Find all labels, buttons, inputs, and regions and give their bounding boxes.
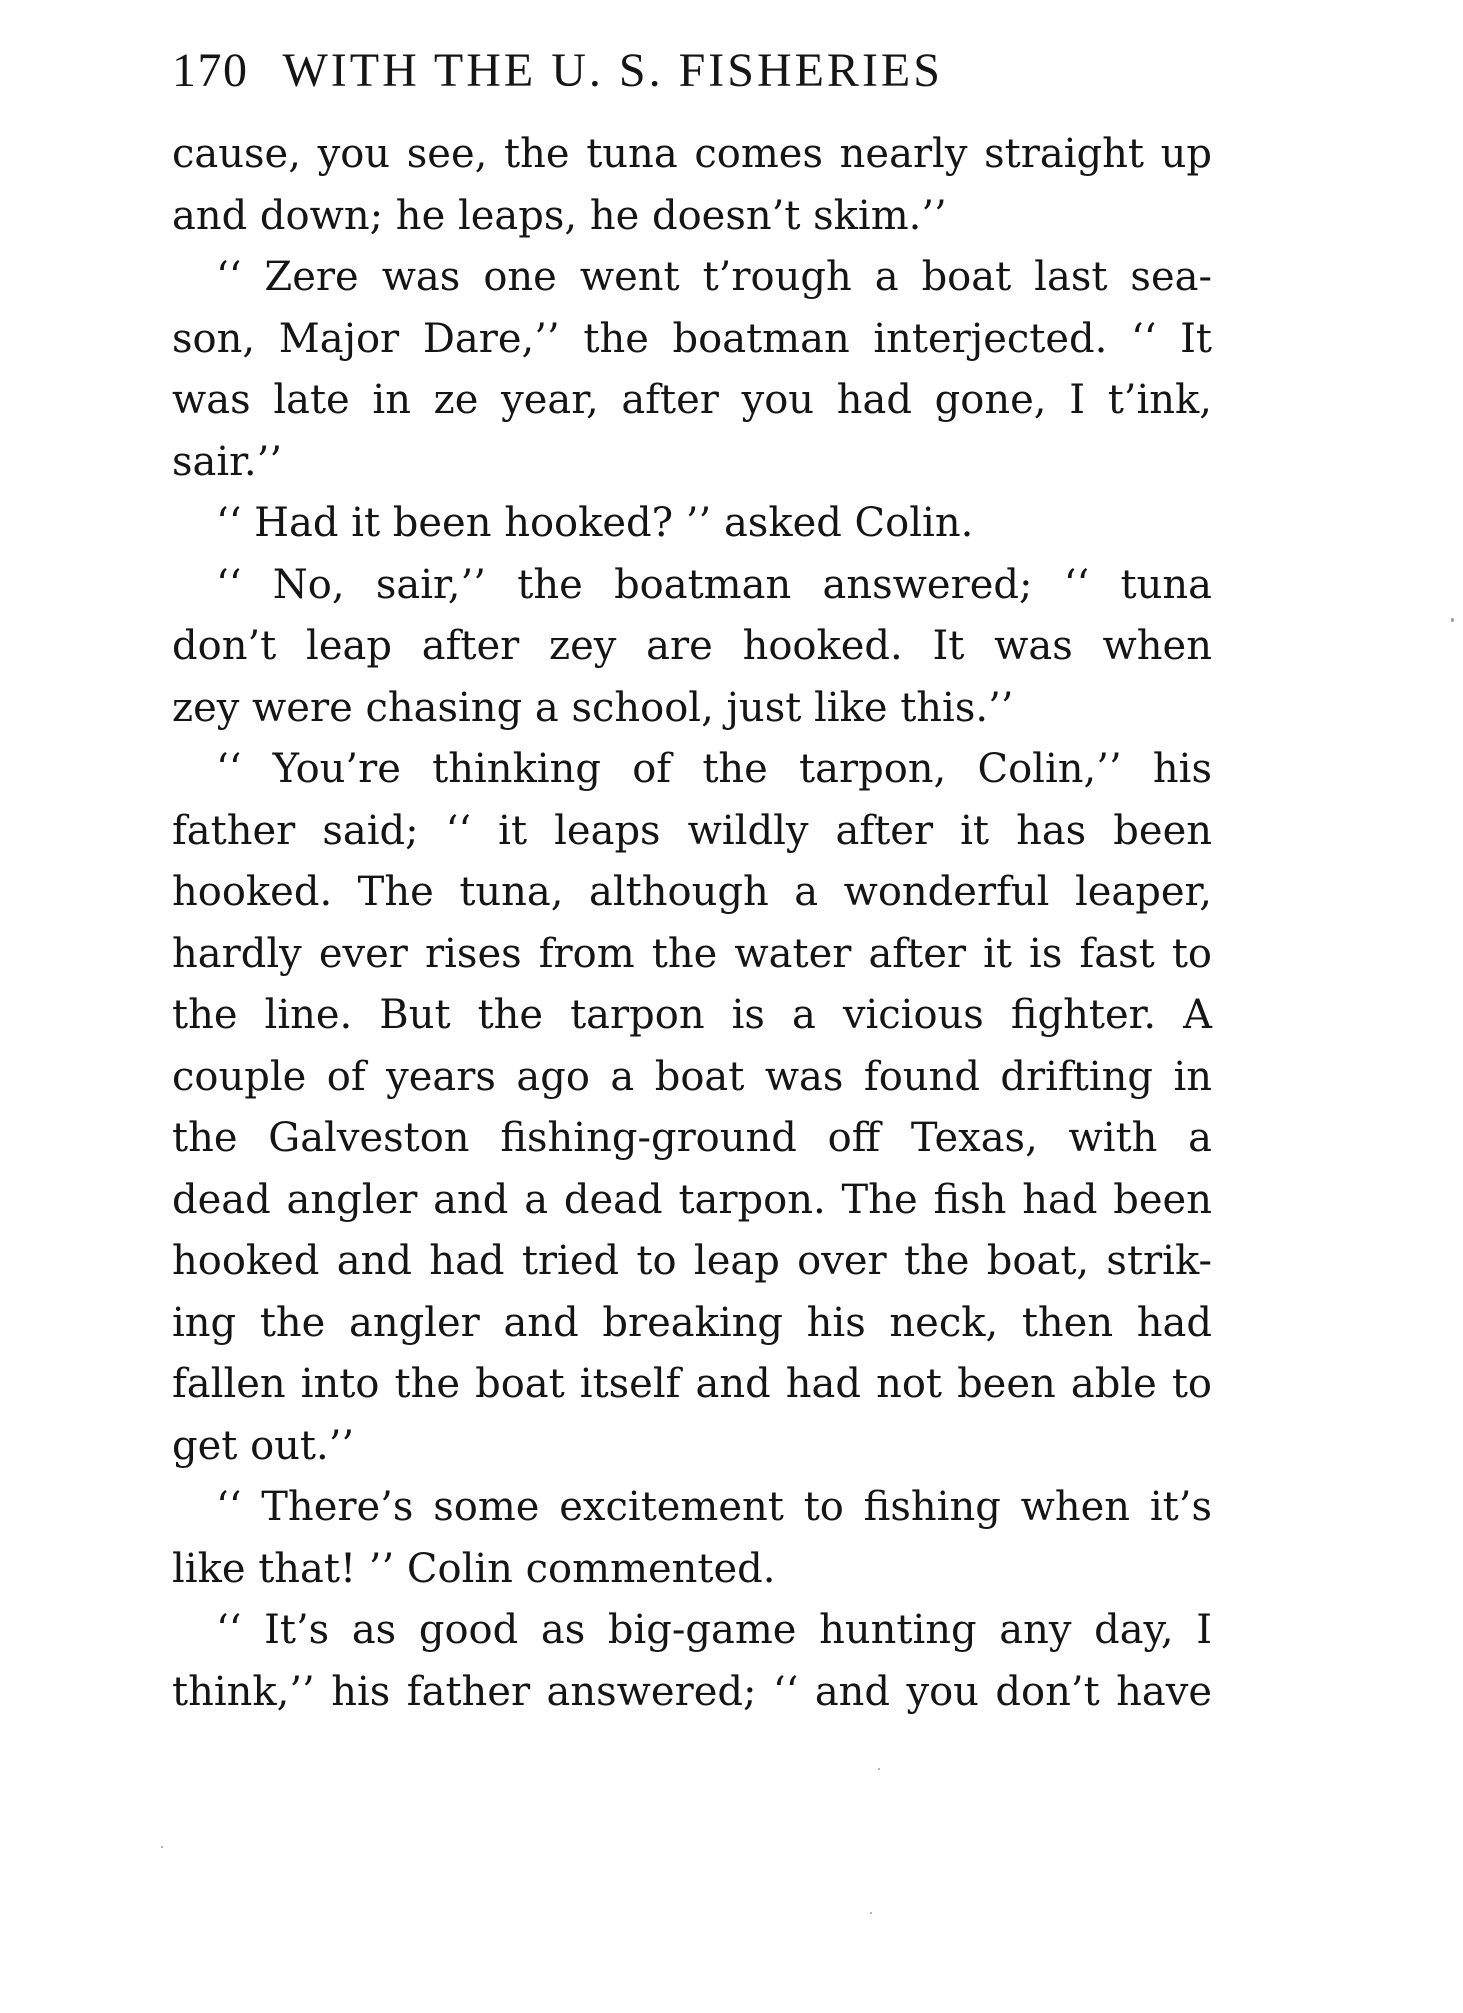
text-line: ‘‘ Zere was one went t’rough a boat last sea- bbox=[216, 254, 1212, 300]
text-line: the Galveston fishing-ground off Texas, with a bbox=[172, 1115, 1212, 1161]
page-number: 170 bbox=[172, 44, 249, 97]
text-line: ing the angler and breaking his neck, then had bbox=[172, 1299, 1212, 1346]
text-line: dead angler and a dead tarpon. The fish had been bbox=[172, 1176, 1212, 1223]
text-line: hooked. The tuna, although a wonderful leaper, bbox=[172, 869, 1212, 915]
text-line: fallen into the boat itself and had not been able to bbox=[172, 1361, 1212, 1407]
text-line: was late in ze year, after you had gone, I t’ink, bbox=[172, 377, 1212, 423]
running-title: WITH THE U. S. FISHERIES bbox=[282, 44, 943, 97]
text-line: don’t leap after zey are hooked. It was when bbox=[172, 623, 1212, 669]
text-line: ‘‘ Had it been hooked? ’’ asked Colin. bbox=[216, 500, 974, 546]
text-line: ‘‘ It’s as good as big-game hunting any day, I bbox=[216, 1607, 1212, 1653]
text-line: get out.’’ bbox=[172, 1422, 355, 1469]
text-line: think,’’ his father answered; ‘‘ and you don’t have bbox=[172, 1668, 1212, 1715]
text-line: cause, you see, the tuna comes nearly straight up bbox=[172, 131, 1212, 177]
paper-speck bbox=[870, 1912, 872, 1914]
text-line: and down; he leaps, he doesn’t skim.’’ bbox=[172, 192, 947, 239]
text-line: son, Major Dare,’’ the boatman interjected. ‘‘ It bbox=[172, 315, 1212, 362]
text-line: hooked and had tried to leap over the boat, strik- bbox=[172, 1238, 1212, 1284]
text-line: zey were chasing a school, just like this.’’ bbox=[172, 684, 1014, 731]
text-line: like that! ’’ Colin commented. bbox=[172, 1545, 776, 1592]
running-head bbox=[172, 36, 1212, 106]
text-line: ‘‘ There’s some excitement to fishing when it’s bbox=[216, 1484, 1212, 1530]
text-line: couple of years ago a boat was found drifting in bbox=[172, 1053, 1212, 1100]
text-line: the line. But the tarpon is a vicious fighter. A bbox=[172, 992, 1212, 1038]
text-line: sair.’’ bbox=[172, 438, 283, 485]
paper-speck bbox=[1451, 618, 1454, 622]
body-text bbox=[172, 124, 1212, 1723]
paper-speck bbox=[161, 1846, 163, 1848]
text-line: ‘‘ No, sair,’’ the boatman answered; ‘‘ tuna bbox=[216, 561, 1212, 608]
text-line: hardly ever rises from the water after it is fast to bbox=[172, 930, 1212, 977]
text-line: father said; ‘‘ it leaps wildly after it has been bbox=[172, 807, 1212, 854]
paper-speck bbox=[878, 1768, 880, 1770]
text-line: ‘‘ You’re thinking of the tarpon, Colin,’’ his bbox=[216, 746, 1212, 792]
